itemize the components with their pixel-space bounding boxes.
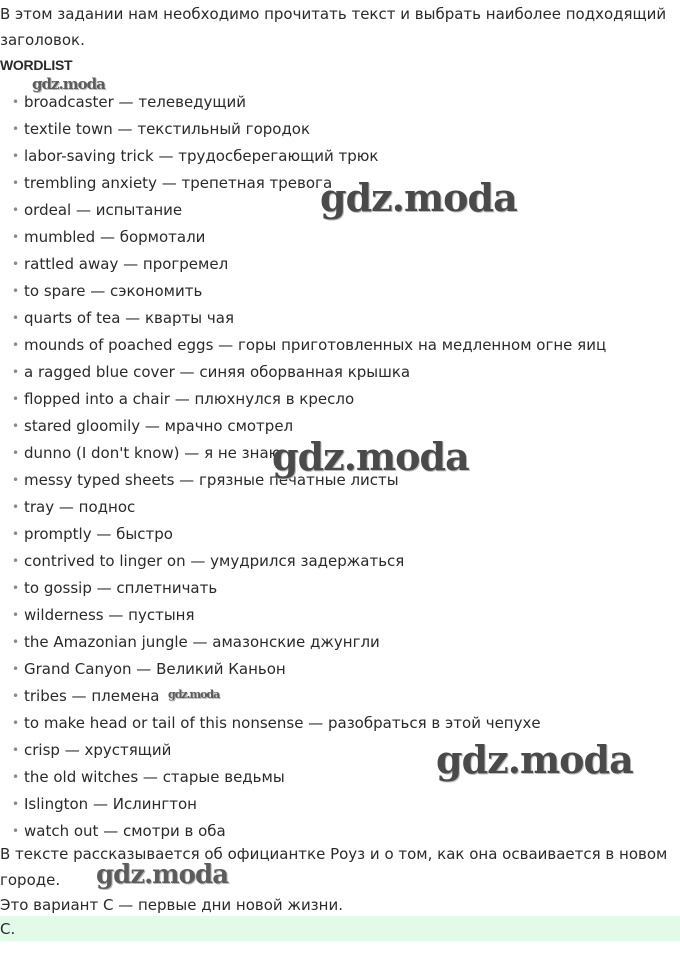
word-translation: кварты чая bbox=[144, 309, 234, 327]
watermark-logo: gdz.moda bbox=[272, 434, 469, 479]
wordlist-item: • stared gloomily — мрачно смотрел bbox=[0, 413, 606, 440]
bullet-icon: • bbox=[12, 554, 20, 568]
bullet-icon: • bbox=[12, 311, 20, 325]
word-term: quarts of tea bbox=[24, 309, 121, 327]
bullet-icon: • bbox=[12, 716, 20, 730]
summary-paragraph: В тексте рассказывается об официантке Роуз и о том, как она осваивается в новом городе. bbox=[0, 845, 668, 889]
word-term: Grand Canyon bbox=[24, 660, 132, 678]
wordlist-item: • Grand Canyon — Великий Каньон bbox=[0, 656, 606, 683]
word-translation: синяя оборванная крышка bbox=[199, 363, 411, 381]
word-translation: Великий Каньон bbox=[156, 660, 286, 678]
word-translation: поднос bbox=[78, 498, 136, 516]
word-translation: горы приготовленных на медленном огне яиц bbox=[237, 336, 607, 354]
wordlist-item: • to gossip — сплетничать bbox=[0, 575, 606, 602]
word-translation: смотри в оба bbox=[122, 822, 226, 840]
wordlist-item: • broadcaster — телеведущий bbox=[0, 89, 606, 116]
word-translation: племена bbox=[91, 687, 160, 705]
bullet-icon: • bbox=[12, 149, 20, 163]
word-term: to gossip bbox=[24, 579, 92, 597]
bullet-icon: • bbox=[12, 770, 20, 784]
word-term: flopped into a chair bbox=[24, 390, 170, 408]
wordlist-item: • flopped into a chair — плюхнулся в кресло bbox=[0, 386, 606, 413]
wordlist-item: • textile town — текстильный городок bbox=[0, 116, 606, 143]
wordlist-item: • tray — поднос bbox=[0, 494, 606, 521]
watermark-logo: gdz.moda bbox=[436, 737, 633, 782]
wordlist-item: • rattled away — прогремел bbox=[0, 251, 606, 278]
word-term: to make head or tail of this nonsense bbox=[24, 714, 304, 732]
word-translation: испытание bbox=[95, 201, 183, 219]
word-term: mounds of poached eggs bbox=[24, 336, 214, 354]
bullet-icon: • bbox=[12, 257, 20, 271]
word-translation: трудосберегающий трюк bbox=[178, 147, 379, 165]
wordlist-item: • the old witches — старые ведьмы bbox=[0, 764, 606, 791]
bullet-icon: • bbox=[12, 392, 20, 406]
word-translation: старые ведьмы bbox=[162, 768, 285, 786]
word-translation: текстильный городок bbox=[137, 120, 311, 138]
watermark-logo: gdz.moda bbox=[32, 75, 105, 93]
watermark-logo: gdz.moda bbox=[96, 860, 229, 890]
wordlist-item: • quarts of tea — кварты чая bbox=[0, 305, 606, 332]
bullet-icon: • bbox=[12, 500, 20, 514]
bullet-icon: • bbox=[12, 662, 20, 676]
wordlist-item: • a ragged blue cover — синяя оборванная крышка bbox=[0, 359, 606, 386]
word-term: crisp bbox=[24, 741, 60, 759]
word-term: Islington bbox=[24, 795, 89, 813]
watermark-logo: gdz.moda bbox=[320, 175, 517, 220]
word-translation: плюхнулся в кресло bbox=[194, 390, 355, 408]
bullet-icon: • bbox=[12, 95, 20, 109]
watermark-logo: gdz.moda bbox=[168, 688, 220, 701]
word-term: trembling anxiety bbox=[24, 174, 157, 192]
word-translation: бормотали bbox=[119, 228, 206, 246]
bullet-icon: • bbox=[12, 527, 20, 541]
word-translation: я не знаю bbox=[204, 444, 282, 462]
wordlist-item: • Islington — Ислингтон bbox=[0, 791, 606, 818]
wordlist-item: • to spare — сэкономить bbox=[0, 278, 606, 305]
wordlist-item: • to make head or tail of this nonsense — разобраться в этой чепухе bbox=[0, 710, 606, 737]
word-term: a ragged blue cover bbox=[24, 363, 175, 381]
wordlist-item: • promptly — быстро bbox=[0, 521, 606, 548]
word-term: ordeal bbox=[24, 201, 72, 219]
wordlist-item: • trembling anxiety — трепетная тревога bbox=[0, 170, 606, 197]
bullet-icon: • bbox=[12, 203, 20, 217]
wordlist-item: • dunno (I don't know) — я не знаю bbox=[0, 440, 606, 467]
word-term: tribes bbox=[24, 687, 67, 705]
word-translation: мрачно смотрел bbox=[164, 417, 294, 435]
bullet-icon: • bbox=[12, 797, 20, 811]
word-term: rattled away bbox=[24, 255, 119, 273]
word-translation: телеведущий bbox=[138, 93, 247, 111]
wordlist-item: • tribes — племена bbox=[0, 683, 606, 710]
wordlist-item: • crisp — хрустящий bbox=[0, 737, 606, 764]
bullet-icon: • bbox=[12, 608, 20, 622]
bullet-icon: • bbox=[12, 419, 20, 433]
wordlist-item: • ordeal — испытание bbox=[0, 197, 606, 224]
bullet-icon: • bbox=[12, 122, 20, 136]
bullet-icon: • bbox=[12, 824, 20, 838]
wordlist-item: • wilderness — пустыня bbox=[0, 602, 606, 629]
bullet-icon: • bbox=[12, 446, 20, 460]
wordlist-item: • watch out — смотри в оба bbox=[0, 818, 606, 845]
word-term: to spare bbox=[24, 282, 86, 300]
word-translation: амазонские джунгли bbox=[212, 633, 380, 651]
wordlist-item: • mumbled — бормотали bbox=[0, 224, 606, 251]
bullet-icon: • bbox=[12, 338, 20, 352]
word-translation: быстро bbox=[116, 525, 173, 543]
word-translation: пустыня bbox=[128, 606, 195, 624]
word-term: the Amazonian jungle bbox=[24, 633, 188, 651]
word-translation: хрустящий bbox=[84, 741, 172, 759]
wordlist-item: • labor-saving trick — трудосберегающий трюк bbox=[0, 143, 606, 170]
bullet-icon: • bbox=[12, 743, 20, 757]
bullet-icon: • bbox=[12, 581, 20, 595]
word-term: labor-saving trick bbox=[24, 147, 154, 165]
word-term: dunno (I don't know) bbox=[24, 444, 180, 462]
intro-paragraph: В этом задании нам необходимо прочитать текст и выбрать наиболее подходящий заголовок. bbox=[0, 5, 667, 49]
word-translation: Ислингтон bbox=[112, 795, 197, 813]
word-term: broadcaster bbox=[24, 93, 114, 111]
word-term: messy typed sheets bbox=[24, 471, 175, 489]
wordlist-heading: WORDLIST bbox=[0, 57, 73, 73]
word-term: promptly bbox=[24, 525, 92, 543]
variant-paragraph: Это вариант C — первые дни новой жизни. bbox=[0, 896, 343, 914]
bullet-icon: • bbox=[12, 365, 20, 379]
word-term: stared gloomily bbox=[24, 417, 141, 435]
bullet-icon: • bbox=[12, 176, 20, 190]
word-translation: грязные печатные листы bbox=[198, 471, 399, 489]
bullet-icon: • bbox=[12, 284, 20, 298]
word-translation: прогремел bbox=[142, 255, 229, 273]
word-translation: разобраться в этой чепухе bbox=[327, 714, 541, 732]
word-term: the old witches bbox=[24, 768, 139, 786]
word-term: tray bbox=[24, 498, 55, 516]
word-translation: сэкономить bbox=[109, 282, 203, 300]
word-translation: сплетничать bbox=[116, 579, 218, 597]
wordlist-item: • messy typed sheets — грязные печатные листы bbox=[0, 467, 606, 494]
wordlist-item: • mounds of poached eggs — горы приготовленных на медленном огне яиц bbox=[0, 332, 606, 359]
word-term: watch out bbox=[24, 822, 99, 840]
word-term: wilderness bbox=[24, 606, 104, 624]
wordlist-item: • contrived to linger on — умудрился задержаться bbox=[0, 548, 606, 575]
bullet-icon: • bbox=[12, 473, 20, 487]
bullet-icon: • bbox=[12, 635, 20, 649]
bullet-icon: • bbox=[12, 230, 20, 244]
wordlist-item: • the Amazonian jungle — амазонские джунгли bbox=[0, 629, 606, 656]
answer-box: C. bbox=[0, 916, 680, 941]
word-term: contrived to linger on bbox=[24, 552, 186, 570]
bullet-icon: • bbox=[12, 689, 20, 703]
word-term: mumbled bbox=[24, 228, 96, 246]
word-translation: умудрился задержаться bbox=[210, 552, 405, 570]
word-translation: трепетная тревога bbox=[181, 174, 333, 192]
word-term: textile town bbox=[24, 120, 113, 138]
